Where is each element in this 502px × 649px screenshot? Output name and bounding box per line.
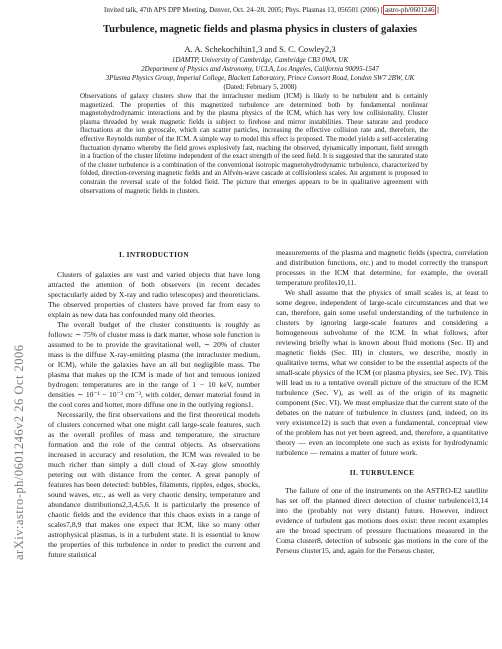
header-citation: Invited talk, 47th APS DPP Meeting, Denver, Oct. 24–28, 2005; Phys. Plasmas 13, 056501 (2006)	[104, 6, 379, 14]
section-heading-turbulence: II. TURBULENCE	[349, 469, 415, 477]
arxiv-id-link[interactable]: astro-ph/0601246	[385, 6, 435, 14]
intro-paragraph-1: Clusters of galaxies are vast and varied objects that have long attracted the attention of both observers (in recent decades spectacularly aided by X-ray and radio telescopes) and theoreticians. The observed properties of clusters have proved far from easy to explain as new data has confounded many old theories.	[48, 270, 260, 319]
affiliation-3: 3Plasma Physics Group, Imperial College, Blackett Laboratory, Prince Consort Road, London SW7 2BW, UK	[105, 74, 415, 82]
affiliation-1: 1DAMTP, University of Cambridge, Cambridge CB3 0WA, UK	[171, 56, 349, 64]
paper-date: (Dated: February 5, 2008)	[223, 83, 297, 91]
intro-paragraph-5: We shall assume that the physics of small scales is, at least to some degree, independent of large-scale circumstances and that we can, therefore, gain some useful understanding of the turbulence in clusters by ignoring large-scale features and considering a homogeneous subvolume of the ICM. In what follows, after reviewing briefly what is known about fluid motions (Sec. II) and magnetic fields (Sec. III) in clusters, we describe, mostly in qualitative terms, what we consider to be the essential aspects of the small-scale physics of the ICM (or plasma physics, see Sec. IV). This will lead us to a tentative overall picture of the structure of the ICM turbulence (Sec. V), as well as of the origin of its magnetic component (Sec. VI). We must emphasize that the current state of the debates on the nature of turbulence in clusters (and, indeed, on its very existence12) is such that even a fundamental, conceptual view of the problem has not yet been agreed, and, therefore, a quantitative theory — even an incomplete one such as exists for hydrodynamic turbulence — remains a matter of future work.	[276, 288, 488, 457]
arxiv-stamp-text: arXiv:astro-ph/0601246v2 26 Oct 2006	[12, 344, 26, 560]
right-column	[276, 248, 488, 556]
running-header: Invited talk, 47th APS DPP Meeting, Denver, Oct. 24–28, 2005; Phys. Plasmas 13, 056501 (2006) [ astro-ph/0601246 ]	[104, 6, 439, 14]
affiliations	[40, 56, 480, 92]
turbulence-paragraph-1: The failure of one of the instruments on the ASTRO-E2 satellite has set off the planned direct detection of cluster turbulence13,14 into the (probably not very distant) future. However, indirect evidence of turbulent gas motions does exist: three recent examples are the broad spectrum of pressure fluctuations measured in the Coma cluster8, detection of subsonic gas motions in the core of the Perseus cluster15, and, again for the Perseus cluster,	[276, 486, 488, 555]
section-heading-introduction: I. INTRODUCTION	[119, 251, 189, 259]
paper-authors: A. A. Schekochihin1,3 and S. C. Cowley2,3	[184, 44, 336, 54]
paper-title: Turbulence, magnetic fields and plasma physics in clusters of galaxies	[103, 24, 417, 35]
left-column	[48, 248, 260, 560]
intro-paragraph-4: measurements of the plasma and magnetic fields (spectra, correlation and distribution functions, etc.) and to model correctly the transport processes in the ICM that determine, for example, the overall temperature profiles10,11.	[276, 248, 488, 287]
arxiv-margin-stamp	[10, 170, 30, 560]
intro-paragraph-3: Necessarily, the first observations and the first theoretical models of clusters concerned what one might call large-scale features, such as the overall profiles of mass and temperature, the structure formation and the role of the central objects. As observations increased in accuracy and resolution, the ICM was revealed to be much richer than simply a dull cloud of X-ray glow smoothly petering out with distance from the center. A great panoply of features has been detected: bubbles, filaments, ripples, edges, shocks, sound waves, etc., as well as very chaotic density, temperature and abundance distributions2,3,4,5,6. It is particularly the presence of chaotic fields and the evidence that this chaos exists in a range of scales7,8,9 that makes one expect that ICM, like so many other astrophysical plasmas, is in a turbulent state. It is essential to know the properties of this turbulence in order to predict the current and future statistical	[48, 410, 260, 559]
abstract: Observations of galaxy clusters show that the intracluster medium (ICM) is likely to be turbulent and is certainly magnetized. The properties of this magnetized turbulence are determined both by fundamental nonlinear magnetohydrodynamic interactions and by the plasma physics of the ICM, which has very low collisionality. Cluster plasma threaded by weak magnetic fields is subject to firehose and mirror instabilities. These saturate and produce fluctuations at the ion gyroscale, which can scatter particles, increasing the effective collision rate and, therefore, the effective Reynolds number of the ICM. A simple way to model this effect is proposed. The model yields a self-accelerating fluctuation dynamo whereby the field grows explosively fast, reaching the observed, dynamically important, field strength in a fraction of the cluster lifetime independent of the exact strength of the seed field. It is suggested that the saturated state of the cluster turbulence is a combination of the conventional isotropic magnetohydrodynamic turbulence, characterized by folded, direction-reversing magnetic fields and an Alfvén-wave cascade at collisionless scales. An argument is proposed to constrain the reversal scale of the folded field. The picture that emerges appears to be in qualitative agreement with observations of magnetic fields in clusters.	[80, 92, 428, 195]
affiliation-2: 2Department of Physics and Astronomy, UCLA, Los Angeles, California 90095-1547	[141, 65, 379, 73]
intro-paragraph-2: The overall budget of the cluster constituents is roughly as follows: ∼ 75% of cluster mass is dark matter, whose sole function is assumed to be to provide the gravitational well, ∼ 20% of cluster mass is the diffuse X-ray-emitting plasma (the intracluster medium, or ICM), while the galaxies have an all but negligible mass. The plasma that makes up the ICM is made of hot and tenuous ionized hydrogen: temperatures are in the range of 1 − 10 keV, number densities ∼ 10⁻¹ − 10⁻³ cm⁻³, with colder, denser material found in the cool cores and hotter, more diffuse one in the outlying regions1.	[48, 320, 260, 409]
